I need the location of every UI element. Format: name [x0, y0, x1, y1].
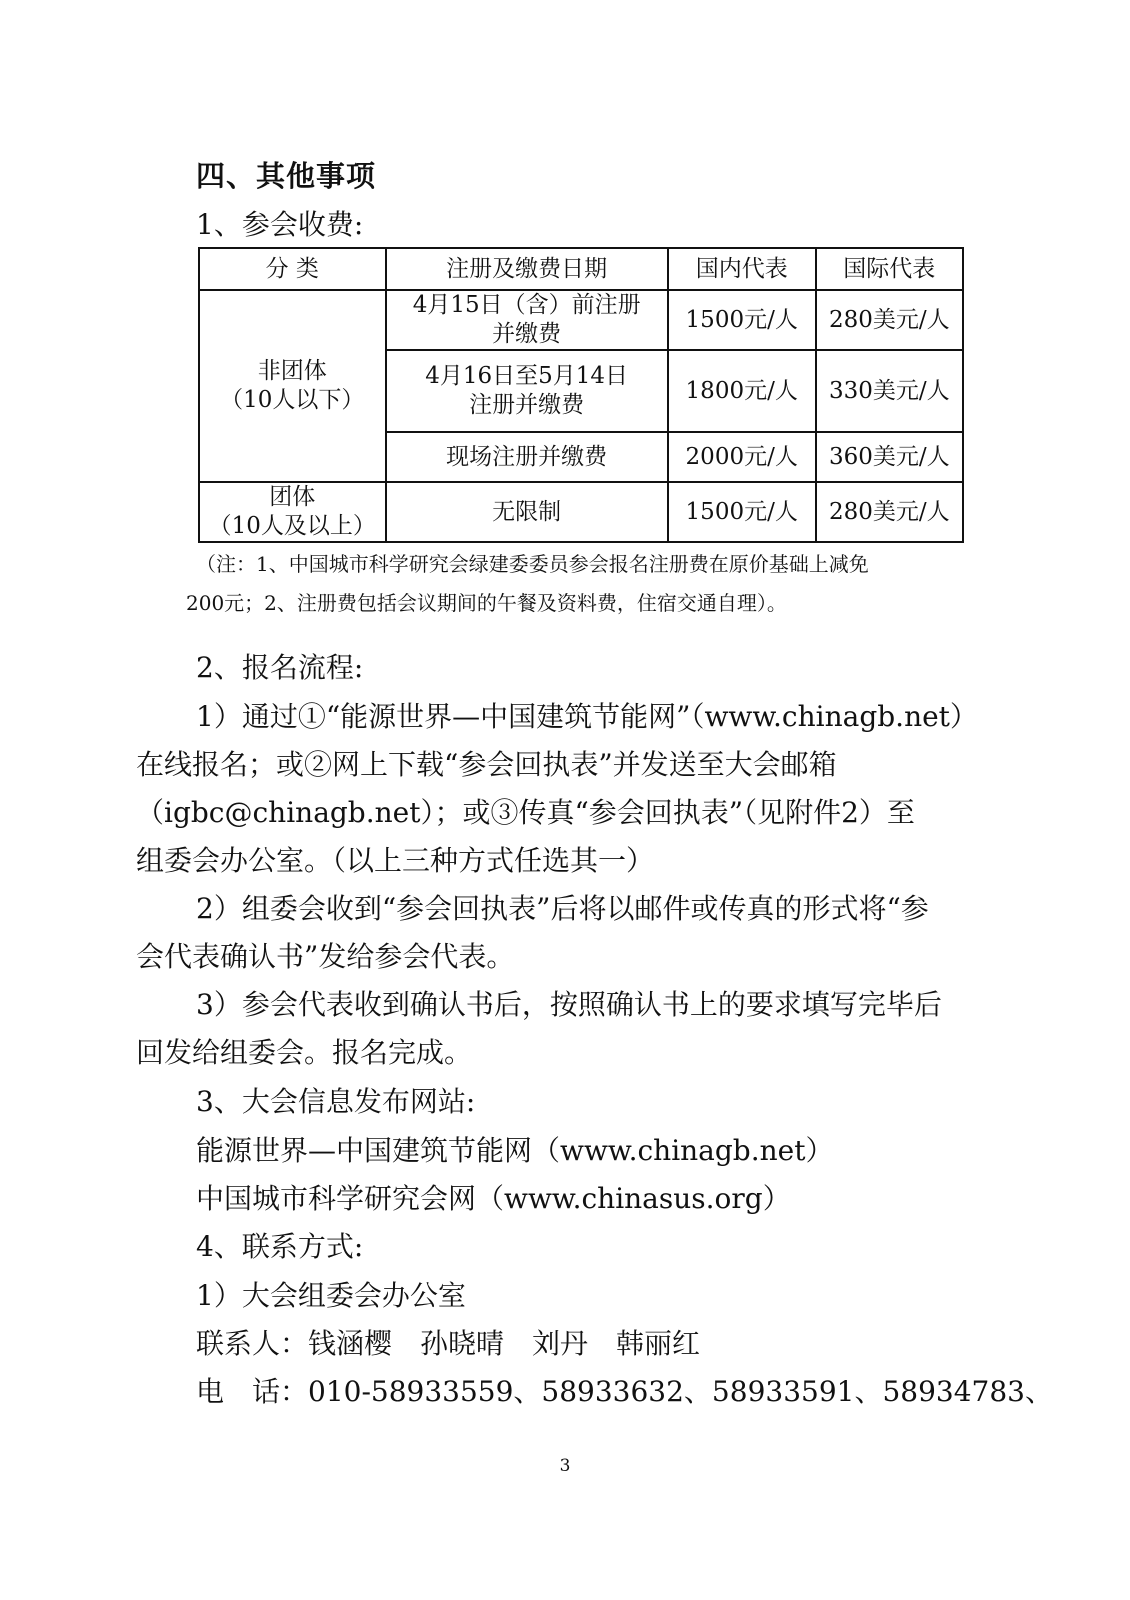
table-row — [199, 290, 963, 350]
date-cell: 现场注册并缴费 — [386, 432, 668, 482]
category-non-group — [199, 290, 386, 482]
category-group — [199, 482, 386, 542]
date-cell — [386, 350, 668, 432]
international-fee: 280美元/人 — [816, 482, 963, 542]
date-cell-line: 4月16日至5月14日 — [425, 363, 629, 389]
step-3-text: 回发给组委会。报名完成。 — [136, 1036, 473, 1069]
fee-note-line: 200元；2、注册费包括会议期间的午餐及资料费，住宿交通自理）。 — [186, 591, 787, 615]
step-2-text: 2）组委会收到“参会回执表”后将以邮件或传真的形式将“参 — [196, 892, 929, 925]
date-cell-line: 注册并缴费 — [469, 392, 585, 418]
category-group-size: （10人及以上） — [208, 513, 376, 539]
header-date: 注册及缴费日期 — [386, 248, 668, 290]
date-cell-line: 4月15日（含）前注册 — [412, 292, 641, 318]
step-1-text: 1）通过①“能源世界—中国建筑节能网”（www.chinagb.net） — [196, 700, 978, 733]
contact-persons: 联系人：钱涵樱 孙晓晴 刘丹 韩丽红 — [196, 1327, 701, 1360]
table-row — [199, 482, 963, 542]
fee-table — [198, 247, 964, 543]
category-group-label: 团体 — [269, 484, 316, 510]
category-non-group-size: （10人以下） — [220, 387, 365, 413]
date-cell — [386, 290, 668, 350]
office-title: 1）大会组委会办公室 — [196, 1279, 466, 1312]
step-3-text: 3）参会代表收到确认书后，按照确认书上的要求填写完毕后 — [196, 988, 942, 1021]
domestic-fee: 1500元/人 — [668, 482, 816, 542]
fee-table-header-row — [199, 248, 963, 290]
page-number: 3 — [559, 1456, 571, 1476]
step-1-text: 组委会办公室。（以上三种方式任选其一） — [136, 844, 655, 877]
international-fee: 280美元/人 — [816, 290, 963, 350]
international-fee: 330美元/人 — [816, 350, 963, 432]
registration-title: 2、报名流程: — [196, 651, 364, 684]
step-2-text: 会代表确认书”发给参会代表。 — [136, 940, 515, 973]
fee-title: 1、参会收费: — [196, 208, 364, 241]
date-cell: 无限制 — [386, 482, 668, 542]
category-non-group-label: 非团体 — [257, 358, 327, 384]
international-fee: 360美元/人 — [816, 432, 963, 482]
website-link: 能源世界—中国建筑节能网（www.chinagb.net） — [196, 1134, 834, 1167]
domestic-fee: 2000元/人 — [668, 432, 816, 482]
step-1-text: 在线报名；或②网上下载“参会回执表”并发送至大会邮箱 — [136, 748, 837, 781]
step-1-text: （igbc@chinagb.net）；或③传真“参会回执表”（见附件2）至 — [136, 796, 915, 829]
contact-title: 4、联系方式: — [196, 1230, 364, 1263]
fee-note-line: （注：1、中国城市科学研究会绿建委委员参会报名注册费在原价基础上减免 — [196, 552, 869, 576]
date-cell-line: 并缴费 — [492, 321, 562, 347]
domestic-fee: 1500元/人 — [668, 290, 816, 350]
header-domestic: 国内代表 — [668, 248, 816, 290]
header-category: 分 类 — [199, 248, 386, 290]
website-link: 中国城市科学研究会网（www.chinasus.org） — [196, 1182, 791, 1215]
header-international: 国际代表 — [816, 248, 963, 290]
website-title: 3、大会信息发布网站: — [196, 1085, 476, 1118]
section-heading: 四、其他事项 — [196, 159, 377, 193]
phone-numbers: 电 话：010-58933559、58933632、58933591、58934783、 — [196, 1375, 1053, 1408]
domestic-fee: 1800元/人 — [668, 350, 816, 432]
